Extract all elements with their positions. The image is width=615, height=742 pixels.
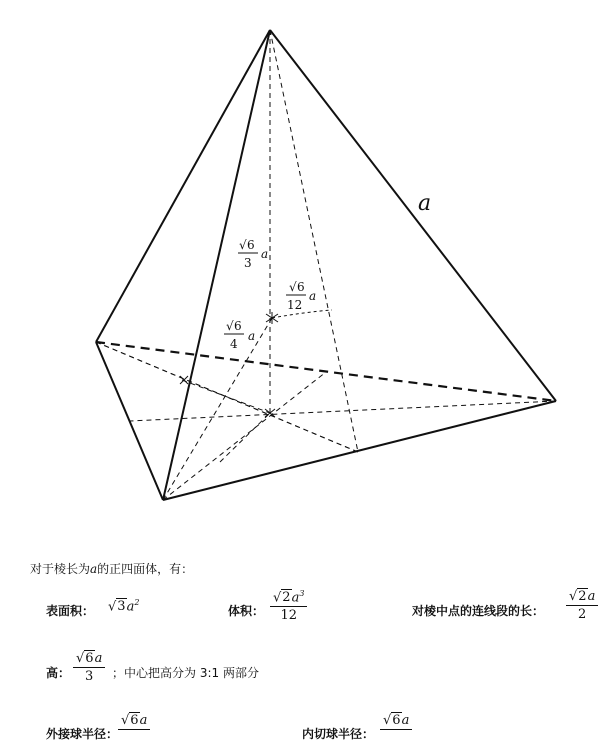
surface-area-value: $√3a^2$	[108, 598, 140, 615]
midpoint-segment-value: $\frac{√2a}{2}$	[566, 590, 598, 621]
height-label	[238, 238, 268, 270]
sphere-center-mark	[266, 312, 278, 324]
midpoint-segment-label: 对棱中点的连线段的长：	[412, 604, 545, 618]
circumsphere-label: 外接球半径：	[46, 727, 119, 741]
svg-text:12: 12	[287, 298, 303, 312]
svg-text:6: 6	[234, 319, 242, 333]
insphere-label: 内切球半径：	[302, 727, 375, 741]
svg-text:3: 3	[244, 256, 252, 270]
svg-text:√: √	[239, 238, 247, 252]
edge-apex-left	[96, 30, 270, 342]
svg-text:6: 6	[297, 280, 305, 294]
intro-before: 对于棱长为	[30, 562, 91, 576]
insphere-value: √6a	[380, 714, 412, 730]
circumsphere-value: √6a	[118, 714, 150, 730]
edge-label: a	[418, 191, 432, 216]
svg-text:6: 6	[247, 238, 255, 252]
edge-midpoint-mark	[180, 376, 188, 384]
svg-text:a: a	[261, 247, 269, 261]
svg-text:a: a	[248, 329, 256, 343]
height-label-text: 高：	[46, 666, 71, 680]
surface-area-label: 表面积：	[46, 604, 95, 618]
svg-text:√: √	[289, 280, 297, 294]
slant-to-back-midpoint	[270, 30, 358, 452]
intro-after: 的正四面体，有：	[97, 562, 194, 576]
edge-left-front	[96, 342, 163, 500]
height-value: $\frac{√6a}{3}$	[73, 652, 105, 683]
svg-text:4: 4	[230, 337, 238, 351]
intro-line	[30, 560, 193, 577]
volume-value: $\frac{√2a^3}{12}$	[270, 590, 307, 622]
front-to-centroid	[220, 413, 270, 462]
intro-var: a	[90, 562, 98, 576]
inradius-label	[286, 280, 316, 312]
height-note: ；中心把高分为 3:1 两部分	[112, 666, 259, 680]
svg-text:√: √	[226, 319, 234, 333]
edge-apex-right	[270, 30, 556, 401]
svg-text:a: a	[309, 289, 317, 303]
volume-label: 体积：	[228, 604, 265, 618]
circumradius-label	[224, 319, 255, 351]
left-to-centroid	[182, 380, 270, 413]
edge-front-right	[163, 401, 556, 500]
edge-apex-front	[163, 30, 270, 500]
